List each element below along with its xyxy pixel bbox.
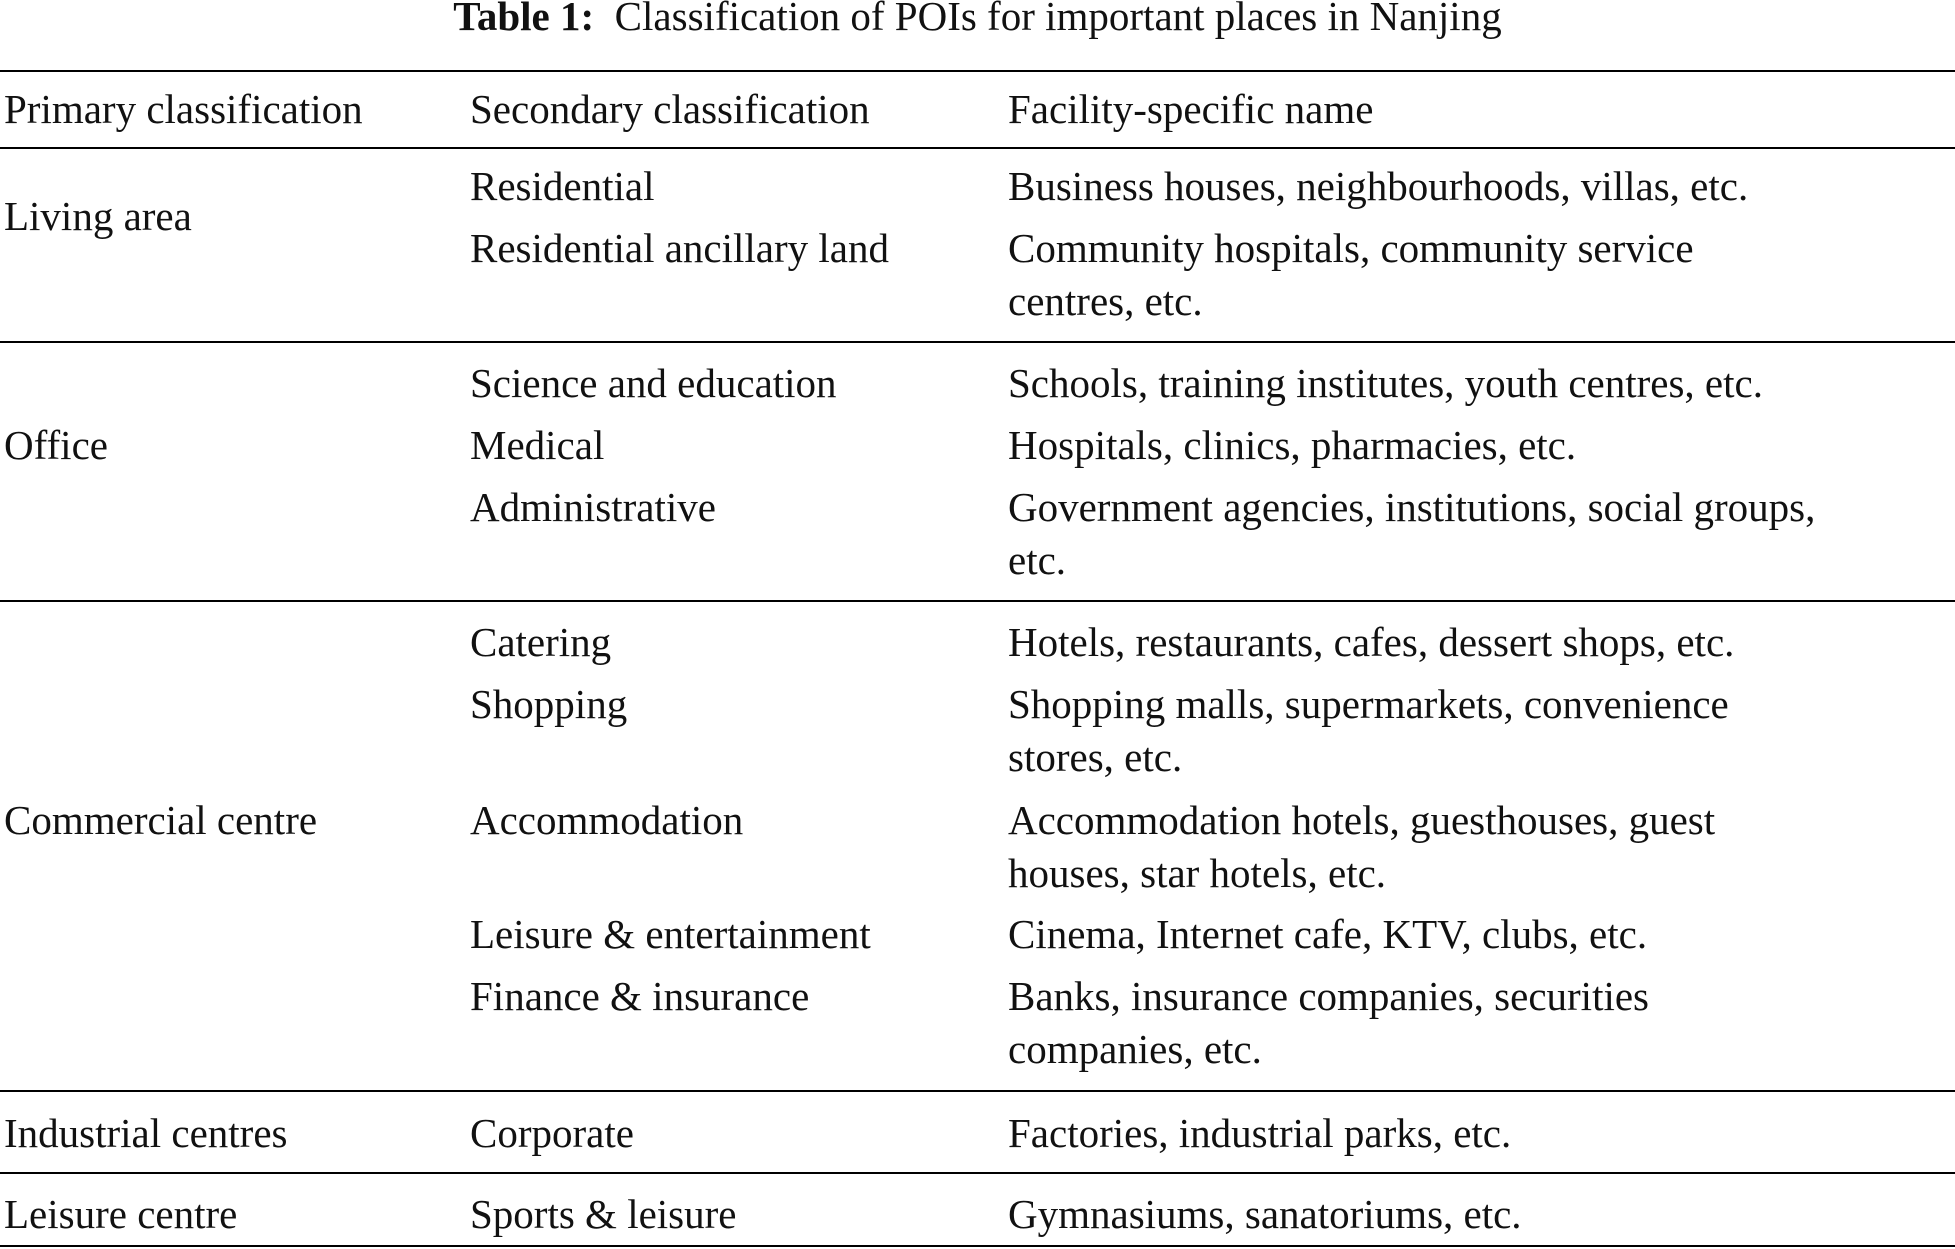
secondary-shopping: Shopping [470,681,628,727]
facility-catering: Hotels, restaurants, cafes, dessert shops, etc. [1008,619,1735,665]
facility-finance-insurance-cont: companies, etc. [1008,1026,1262,1072]
facility-administrative-cont: etc. [1008,537,1067,583]
secondary-medical: Medical [470,422,605,468]
secondary-finance-insurance: Finance & insurance [470,973,810,1019]
group-rule-living [0,341,1955,343]
facility-residential: Business houses, neighbourhoods, villas, etc. [1008,163,1749,209]
header-facility: Facility-specific name [1008,86,1374,132]
caption-label: Table 1: [453,0,595,39]
facility-accommodation-cont: houses, star hotels, etc. [1008,850,1387,896]
facility-sports-leisure: Gymnasiums, sanatoriums, etc. [1008,1191,1522,1237]
secondary-leisure-entertainment: Leisure & entertainment [470,911,871,957]
facility-residential-ancillary-cont: centres, etc. [1008,278,1203,324]
facility-leisure-entertainment: Cinema, Internet cafe, KTV, clubs, etc. [1008,911,1648,957]
primary-industrial-centres: Industrial centres [4,1110,288,1156]
header-rule [0,147,1955,149]
facility-administrative: Government agencies, institutions, social groups, [1008,484,1816,530]
primary-office: Office [4,422,108,468]
table-caption [0,0,1955,41]
secondary-residential: Residential [470,163,655,209]
secondary-corporate: Corporate [470,1110,634,1156]
group-rule-commercial [0,1090,1955,1092]
group-rule-industrial [0,1172,1955,1174]
top-rule [0,70,1955,72]
facility-accommodation: Accommodation hotels, guesthouses, guest [1008,797,1716,843]
facility-finance-insurance: Banks, insurance companies, securities [1008,973,1650,1019]
primary-living-area: Living area [4,193,192,239]
bottom-rule [0,1245,1955,1247]
group-rule-office [0,600,1955,602]
facility-residential-ancillary: Community hospitals, community service [1008,225,1694,271]
facility-shopping-cont: stores, etc. [1008,734,1183,780]
header-secondary: Secondary classification [470,86,870,132]
secondary-residential-ancillary: Residential ancillary land [470,225,889,271]
primary-leisure-centre: Leisure centre [4,1191,238,1237]
secondary-accommodation: Accommodation [470,797,744,843]
secondary-catering: Catering [470,619,612,665]
secondary-science-education: Science and education [470,360,837,406]
caption-text: Classification of POIs for important places in Nanjing [614,0,1502,39]
facility-corporate: Factories, industrial parks, etc. [1008,1110,1512,1156]
facility-science-education: Schools, training institutes, youth centres, etc. [1008,360,1763,406]
secondary-administrative: Administrative [470,484,716,530]
primary-commercial-centre: Commercial centre [4,797,318,843]
header-primary: Primary classification [4,86,363,132]
secondary-sports-leisure: Sports & leisure [470,1191,737,1237]
facility-medical: Hospitals, clinics, pharmacies, etc. [1008,422,1577,468]
facility-shopping: Shopping malls, supermarkets, convenience [1008,681,1729,727]
